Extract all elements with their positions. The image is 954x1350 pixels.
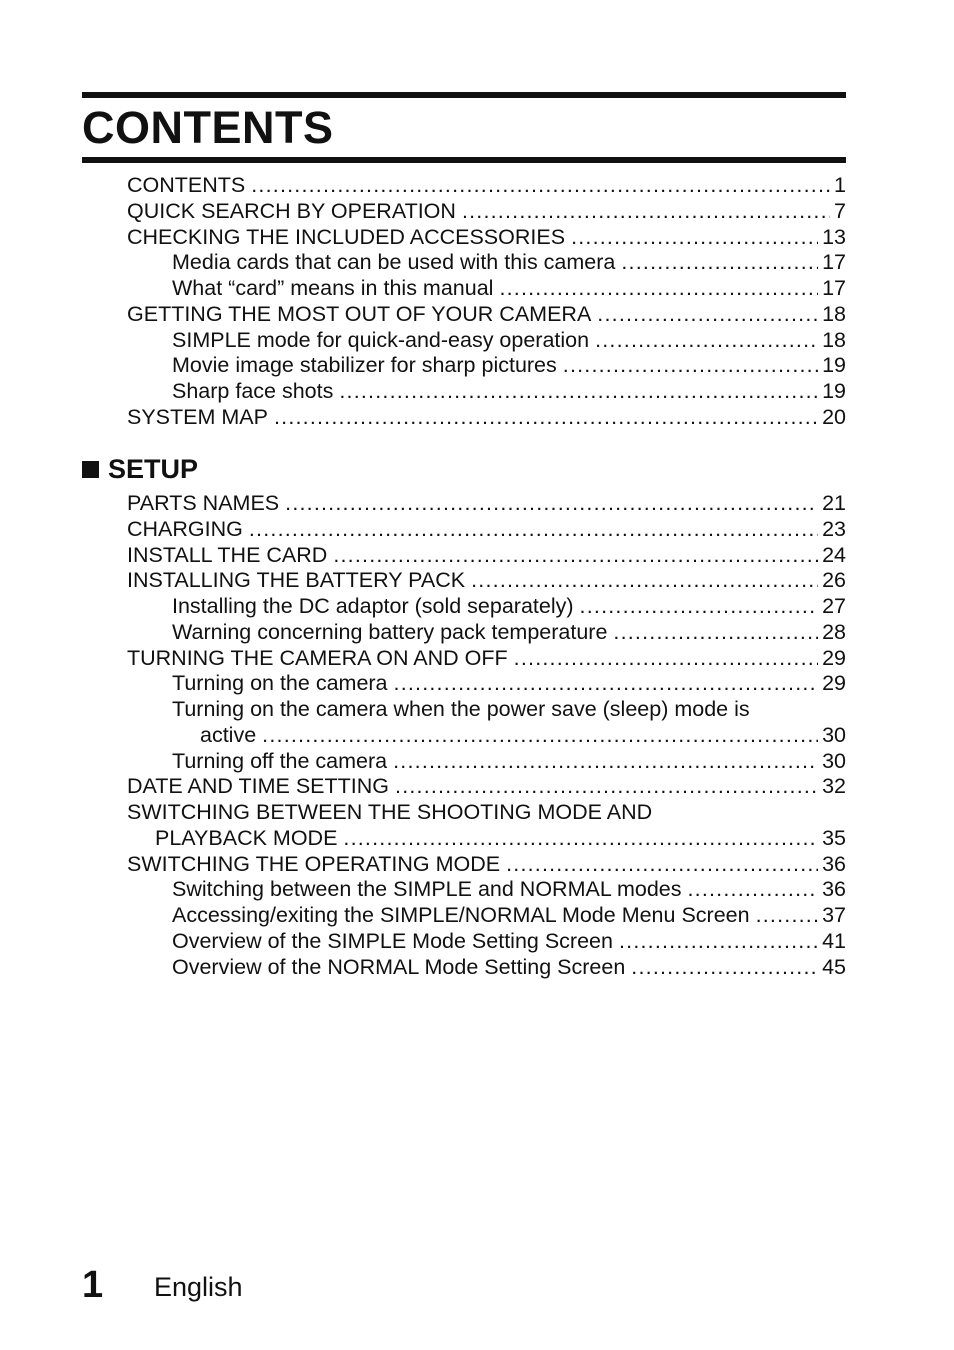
toc-entry xyxy=(172,877,954,903)
toc-entry-text: DATE AND TIME SETTING xyxy=(127,774,390,799)
toc-entry-page: 35 xyxy=(822,825,846,850)
toc-entry-text: Installing the DC adaptor (sold separately) xyxy=(172,594,574,618)
toc-entry-text: active xyxy=(200,722,257,747)
toc-entry-text: TURNING THE CAMERA ON AND OFF xyxy=(127,645,508,670)
dot-leader xyxy=(471,568,818,594)
toc-entry xyxy=(172,620,954,646)
toc-entry-text: Overview of the SIMPLE Mode Setting Screen xyxy=(172,928,613,953)
toc-entry xyxy=(127,173,954,199)
dot-leader xyxy=(251,173,830,199)
toc-entry-page: 30 xyxy=(822,722,846,747)
dot-leader xyxy=(563,353,818,379)
toc-entry xyxy=(172,379,954,405)
toc-entry xyxy=(127,852,954,878)
dot-leader xyxy=(285,491,818,517)
toc-entry xyxy=(172,671,954,697)
title-underline-rule xyxy=(82,157,846,163)
dot-leader xyxy=(514,646,818,672)
toc-entry xyxy=(127,774,954,800)
toc-entry-page: 30 xyxy=(822,748,846,773)
toc-setup-list xyxy=(0,491,954,980)
toc-entry-text: SIMPLE mode for quick-and-easy operation xyxy=(172,327,590,352)
toc-entry-text: SWITCHING THE OPERATING MODE xyxy=(127,851,501,876)
toc-entry xyxy=(155,826,954,852)
dot-leader xyxy=(621,250,818,276)
toc-entry xyxy=(127,225,954,251)
toc-entry-page: 20 xyxy=(822,404,846,429)
toc-entry-text: Switching between the SIMPLE and NORMAL modes xyxy=(172,877,682,902)
toc-entry xyxy=(127,405,954,431)
toc-entry xyxy=(172,929,954,955)
toc-entry-page: 17 xyxy=(822,250,846,275)
dot-leader xyxy=(506,852,818,878)
toc-entry-page: 17 xyxy=(822,276,846,300)
toc-entry xyxy=(127,517,954,543)
toc-entry-text: Overview of the NORMAL Mode Setting Screen xyxy=(172,954,626,979)
toc-entry xyxy=(172,250,954,276)
toc-entry-text: Turning off the camera xyxy=(172,748,388,773)
toc-entry-text: Media cards that can be used with this camera xyxy=(172,250,616,275)
toc-entry xyxy=(127,199,954,225)
square-bullet-icon xyxy=(82,461,99,478)
dot-leader xyxy=(613,620,818,646)
dot-leader xyxy=(262,723,818,749)
toc-entry-text: INSTALL THE CARD xyxy=(127,542,328,567)
toc-entry-page: 27 xyxy=(822,594,846,618)
toc-entry-text: GETTING THE MOST OUT OF YOUR CAMERA xyxy=(127,301,592,326)
section-heading-text: SETUP xyxy=(108,454,199,484)
toc-entry xyxy=(172,594,954,620)
toc-entry-page: 1 xyxy=(834,173,846,197)
toc-entry xyxy=(127,302,954,328)
toc-entry-page: 18 xyxy=(822,301,846,326)
toc-entry-text: Sharp face shots xyxy=(172,379,334,403)
dot-leader xyxy=(333,543,818,569)
dot-leader xyxy=(619,929,818,955)
toc-entry-text: PLAYBACK MODE xyxy=(155,825,338,850)
toc-entry-text: What “card” means in this manual xyxy=(172,276,494,300)
toc-entry-page: 19 xyxy=(822,353,846,378)
dot-leader xyxy=(462,199,830,225)
toc-entry-text: INSTALLING THE BATTERY PACK xyxy=(127,568,466,593)
toc-entry-page: 24 xyxy=(822,542,846,567)
toc-entry xyxy=(172,276,954,302)
toc-entry xyxy=(127,491,954,517)
dot-leader xyxy=(395,774,818,800)
page-language: English xyxy=(154,1272,243,1302)
toc-entry-page: 26 xyxy=(822,568,846,593)
toc-entry-text: Turning on the camera xyxy=(172,671,388,696)
toc-entry-page: 18 xyxy=(822,327,846,352)
dot-leader xyxy=(631,955,818,981)
toc-entry-page: 45 xyxy=(822,954,846,979)
toc-entry-page: 28 xyxy=(822,619,846,644)
top-rule xyxy=(82,92,846,98)
dot-leader xyxy=(597,302,818,328)
dot-leader xyxy=(499,276,818,302)
toc-entry-page: 7 xyxy=(834,198,846,223)
dot-leader xyxy=(571,225,818,251)
toc-entry-page: 36 xyxy=(822,877,846,902)
toc-entry-text: SWITCHING BETWEEN THE SHOOTING MODE AND xyxy=(127,800,653,824)
dot-leader xyxy=(394,671,819,697)
toc-entry xyxy=(172,353,954,379)
toc-entry-page: 41 xyxy=(822,928,846,953)
page-number: 1 xyxy=(82,1264,104,1306)
toc-entry xyxy=(172,903,954,929)
toc-entry-page: 29 xyxy=(822,671,846,696)
toc-entry-page: 13 xyxy=(822,224,846,249)
toc-entry-page: 23 xyxy=(822,516,846,541)
toc-entry-text: Movie image stabilizer for sharp pictures xyxy=(172,353,557,378)
toc-entry xyxy=(127,646,954,672)
toc-entry-page: 32 xyxy=(822,774,846,799)
toc-entry-text: Warning concerning battery pack temperature xyxy=(172,619,608,644)
toc-entry-text: Turning on the camera when the power save (sleep) mode is xyxy=(172,697,750,721)
toc-entry xyxy=(172,749,954,775)
dot-leader xyxy=(393,749,818,775)
toc-entry-text: CHECKING THE INCLUDED ACCESSORIES xyxy=(127,224,566,249)
toc-entry-text: Accessing/exiting the SIMPLE/NORMAL Mode Menu Screen xyxy=(172,903,750,927)
toc-entry xyxy=(172,328,954,354)
dot-leader xyxy=(249,517,818,543)
toc-entry xyxy=(127,543,954,569)
toc-entry-page: 21 xyxy=(822,491,846,515)
dot-leader xyxy=(756,903,819,929)
toc-entry-text: CONTENTS xyxy=(127,173,246,197)
toc-entry xyxy=(172,955,954,981)
toc-entry-text: SYSTEM MAP xyxy=(127,404,268,429)
toc-entry-text: QUICK SEARCH BY OPERATION xyxy=(127,198,456,223)
toc-entry xyxy=(200,723,954,749)
dot-leader xyxy=(687,877,818,903)
toc-entry-page: 36 xyxy=(822,851,846,876)
dot-leader xyxy=(580,594,819,620)
toc-entry-page: 19 xyxy=(822,379,846,403)
dot-leader xyxy=(339,379,818,405)
page-title: CONTENTS xyxy=(82,102,334,153)
dot-leader xyxy=(343,826,818,852)
toc-entry-text: PARTS NAMES xyxy=(127,491,280,515)
toc-entry-text: CHARGING xyxy=(127,516,243,541)
toc-general-list xyxy=(0,173,954,431)
dot-leader xyxy=(595,328,818,354)
dot-leader xyxy=(274,405,818,431)
toc-entry-page: 37 xyxy=(822,903,846,927)
toc-entry xyxy=(127,568,954,594)
section-heading-setup xyxy=(82,451,198,487)
toc-entry-page: 29 xyxy=(822,645,846,670)
